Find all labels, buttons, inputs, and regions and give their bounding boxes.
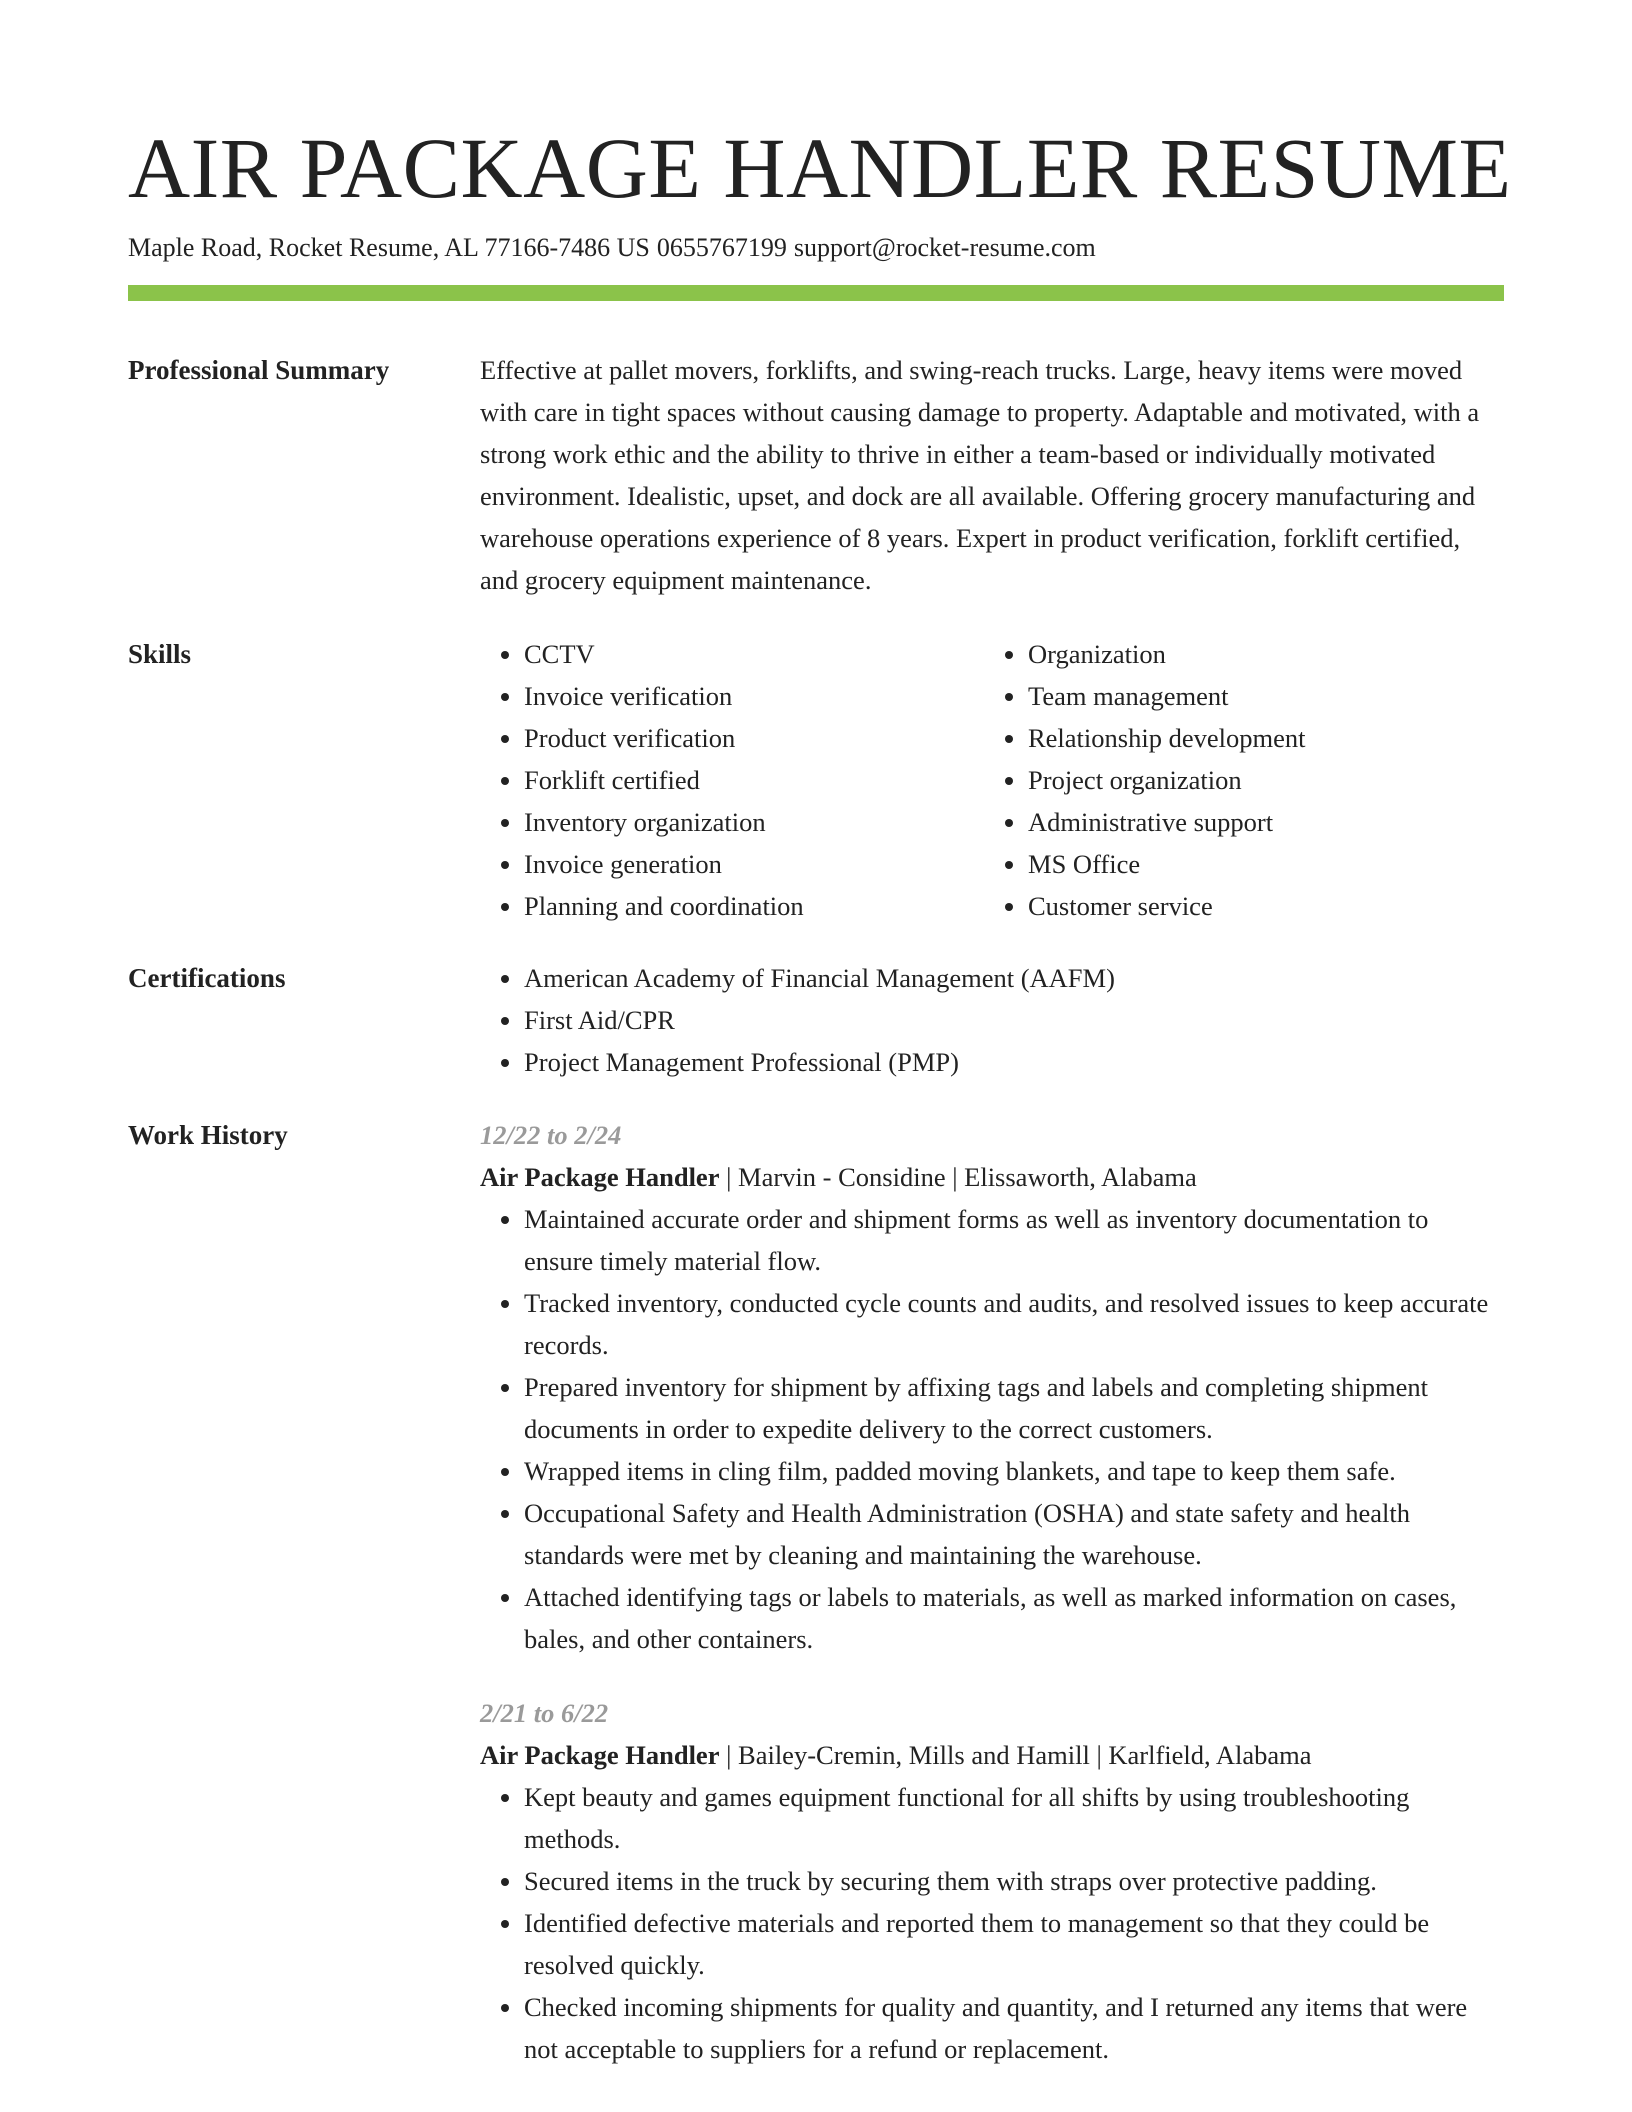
work-history-body [480, 1114, 1504, 2070]
skill-item: • MS Office [1028, 843, 1488, 885]
job-bullet: • Maintained accurate order and shipment forms as well as inventory documentation to ensure timely material flow. [524, 1198, 1504, 1282]
skill-item: • Relationship development [1028, 717, 1488, 759]
job-bullet: • Prepared inventory for shipment by affixing tags and labels and completing shipment documents in order to expedite delivery to the correct customers. [524, 1366, 1504, 1450]
certification-item: • Project Management Professional (PMP) [524, 1041, 1504, 1083]
work-history-label: Work History [128, 1120, 288, 1150]
skills-body [480, 633, 1504, 927]
skills-list-right [984, 633, 1488, 927]
skill-item: • Invoice verification [524, 675, 984, 717]
skill-item: • Forklift certified [524, 759, 984, 801]
summary-text: Effective at pallet movers, forklifts, and swing-reach trucks. Large, heavy items were moved with care in tight spaces without causing damage to property. Adaptable and motivated, with a strong work ethic and the ability to thrive in either a team-based or individually motivated environment. Idealistic, upset, and dock are all available. Offering grocery manufacturing and warehouse operations experience of 8 years. Expert in product verification, forklift certified, and grocery equipment maintenance. [480, 355, 1480, 595]
job-details: | Bailey-Cremin, Mills and Hamill | Karlfield, Alabama [719, 1740, 1312, 1770]
job-bullets [480, 1198, 1504, 1660]
job-bullets [480, 1776, 1504, 2070]
skills-label: Skills [128, 639, 192, 669]
skill-item: • Administrative support [1028, 801, 1488, 843]
contact-address: Maple Road, Rocket Resume, AL 77166-7486 US [128, 233, 650, 262]
contact-phone: 0655767199 [656, 233, 787, 262]
skill-item: • Planning and coordination [524, 885, 984, 927]
skill-item: • Inventory organization [524, 801, 984, 843]
job-title: Air Package Handler [480, 1162, 720, 1192]
resume-title: AIR PACKAGE HANDLER RESUME [128, 120, 1512, 216]
certification-item: • American Academy of Financial Management (AAFM) [524, 957, 1504, 999]
summary-label: Professional Summary [128, 355, 390, 385]
skill-item: • Customer service [1028, 885, 1488, 927]
skill-item: • Invoice generation [524, 843, 984, 885]
certifications-body [480, 957, 1504, 1083]
skills-grid [480, 633, 1504, 927]
job-bullet: • Tracked inventory, conducted cycle counts and audits, and resolved issues to keep accurate records. [524, 1282, 1504, 1366]
job-dates: 2/21 to 6/22 [480, 1698, 609, 1728]
skill-item: • Organization [1028, 633, 1488, 675]
certification-item: • First Aid/CPR [524, 999, 1504, 1041]
job-heading [480, 1734, 1504, 1776]
job-bullet: • Occupational Safety and Health Administration (OSHA) and state safety and health standards were met by cleaning and maintaining the warehouse. [524, 1492, 1504, 1576]
skills-list-left [480, 633, 984, 927]
job-entry [480, 1114, 1504, 1660]
job-bullet: • Secured items in the truck by securing them with straps over protective padding. [524, 1860, 1504, 1902]
job-entry [480, 1692, 1504, 2070]
job-bullet: • Attached identifying tags or labels to materials, as well as marked information on cases, bales, and other containers. [524, 1576, 1504, 1660]
certifications-list [480, 957, 1504, 1083]
certifications-label: Certifications [128, 963, 286, 993]
summary-body [480, 349, 1504, 601]
skill-item: • Product verification [524, 717, 984, 759]
job-dates: 12/22 to 2/24 [480, 1120, 622, 1150]
job-bullet: • Wrapped items in cling film, padded moving blankets, and tape to keep them safe. [524, 1450, 1504, 1492]
job-bullet: • Identified defective materials and reported them to management so that they could be resolved quickly. [524, 1902, 1504, 1986]
job-details: | Marvin - Considine | Elissaworth, Alabama [719, 1162, 1197, 1192]
skill-item: • Project organization [1028, 759, 1488, 801]
job-title: Air Package Handler [480, 1740, 720, 1770]
contact-line [128, 230, 1096, 266]
header-divider [128, 285, 1504, 301]
contact-email[interactable]: support@rocket-resume.com [793, 233, 1096, 262]
skill-item: • CCTV [524, 633, 984, 675]
job-heading [480, 1156, 1504, 1198]
job-bullet: • Checked incoming shipments for quality and quantity, and I returned any items that were not acceptable to suppliers for a refund or replacement. [524, 1986, 1504, 2070]
skill-item: • Team management [1028, 675, 1488, 717]
job-bullet: • Kept beauty and games equipment functional for all shifts by using troubleshooting methods. [524, 1776, 1504, 1860]
